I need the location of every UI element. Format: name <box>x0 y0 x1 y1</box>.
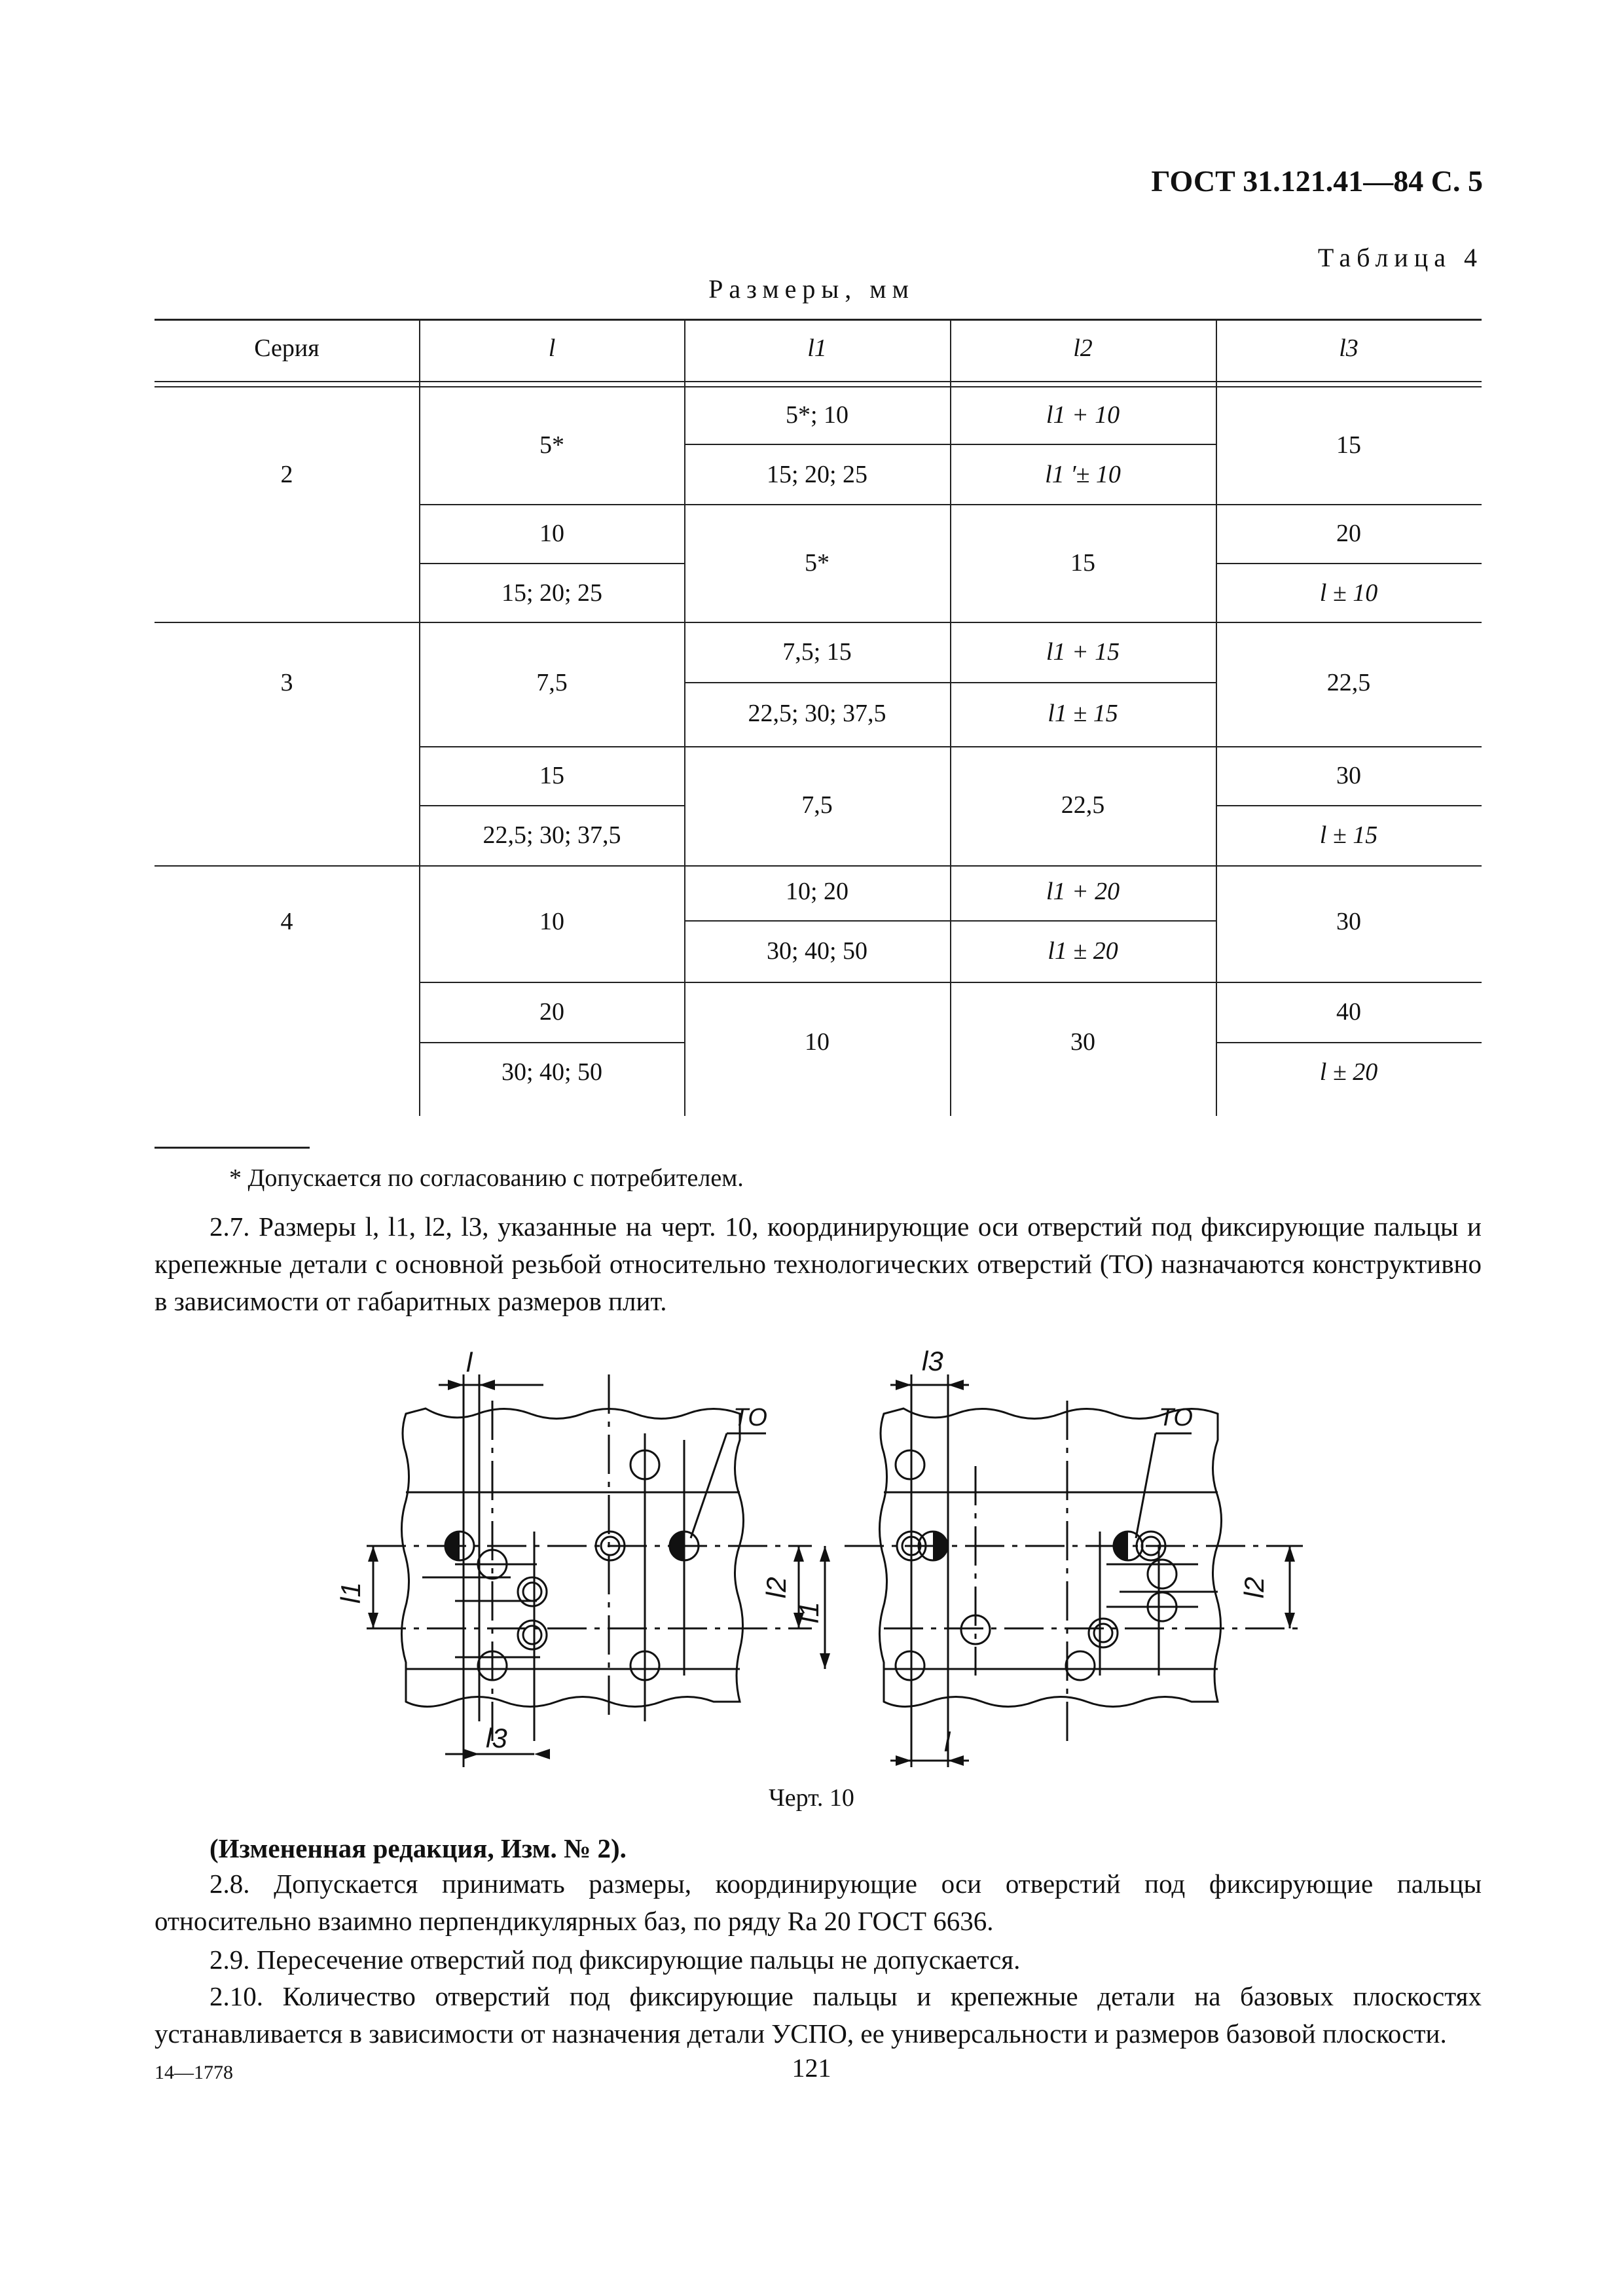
cell: 15; 20; 25 <box>501 579 603 607</box>
cell: 5* <box>539 431 564 459</box>
right-plate-outline <box>879 1408 1221 1707</box>
label-l2: l2 <box>761 1577 792 1598</box>
cell: 15 <box>539 762 564 789</box>
cell: l1 + 15 <box>1046 638 1120 666</box>
cell: 5* <box>805 549 830 577</box>
cell: 22,5 <box>1326 669 1371 696</box>
cell: 10 <box>539 908 564 935</box>
cell: 20 <box>1336 520 1361 547</box>
col-header-l3: l3 <box>1339 334 1359 362</box>
label-l: l <box>466 1347 473 1378</box>
label-l3-right: l3 <box>922 1346 943 1376</box>
col-header-l2: l2 <box>1073 334 1093 362</box>
cell: 30 <box>1070 1028 1095 1056</box>
hole <box>523 1583 541 1601</box>
label-to-right: ТО <box>1159 1404 1193 1431</box>
cell: 7,5 <box>801 791 833 819</box>
series-4: 4 <box>280 908 293 935</box>
cell: l ± 10 <box>1319 579 1378 607</box>
figure-caption: Черт. 10 <box>769 1784 854 1812</box>
cell: 22,5; 30; 37,5 <box>748 700 886 727</box>
cell: 22,5; 30; 37,5 <box>483 821 621 849</box>
label-l2-right: l2 <box>1239 1577 1269 1598</box>
cell: l1 ± 20 <box>1048 937 1118 965</box>
hole <box>1066 1651 1095 1680</box>
cell: 40 <box>1336 998 1361 1026</box>
series-2: 2 <box>280 461 293 488</box>
footer-code: 14—1778 <box>155 2062 233 2083</box>
label-l1-right: l1 <box>793 1602 824 1623</box>
paragraph-2-9: 2.9. Пересечение отверстий под фиксирующие пальцы не допускается. <box>210 1945 1021 1975</box>
dimensions-caption: Размеры, мм <box>708 274 915 304</box>
cell: 30 <box>1336 908 1361 935</box>
hole <box>1094 1624 1112 1642</box>
paragraph-2-8: 2.8. Допускается принимать размеры, координирующие оси отверстий под фиксирующие пальцы относительно взаимно перпендикулярных баз, по ряду Ra 20 ГОСТ 6636. <box>155 1869 1482 1936</box>
hole <box>896 1651 924 1680</box>
cell: l1 + 20 <box>1046 878 1120 905</box>
label-to: ТО <box>733 1404 767 1431</box>
cell: 10 <box>539 520 564 547</box>
footnote: * Допускается по согласованию с потребителем. <box>229 1164 744 1192</box>
series-3: 3 <box>280 669 293 696</box>
footnote-rule <box>155 1147 310 1149</box>
paragraph-2-10: 2.10. Количество отверстий под фиксирующие пальцы и крепежные детали на базовых плоскостях устанавливается в зависимости от назначения детали УСПО, ее универсальности и размеров базовой плоскости. <box>155 1981 1482 2049</box>
page-header: ГОСТ 31.121.41—84 С. 5 <box>1151 164 1483 198</box>
cell: 20 <box>539 998 564 1026</box>
cell: 10 <box>805 1028 830 1056</box>
cell: 15; 20; 25 <box>766 461 868 488</box>
label-l1: l1 <box>335 1582 366 1604</box>
cell: 22,5 <box>1061 791 1105 819</box>
cell: 10; 20 <box>785 878 849 905</box>
cell: 30; 40; 50 <box>501 1058 603 1086</box>
col-header-l1: l1 <box>807 334 827 362</box>
col-header-l: l <box>548 334 556 362</box>
edit-note: (Измененная редакция, Изм. № 2). <box>210 1833 627 1863</box>
table-caption: Таблица 4 <box>1317 243 1483 272</box>
hole <box>523 1626 541 1644</box>
cell: 7,5 <box>536 669 568 696</box>
cell: 30; 40; 50 <box>766 937 868 965</box>
cell: l1 + 10 <box>1046 401 1120 429</box>
cell: l1 ′± 10 <box>1045 461 1121 488</box>
cell: 15 <box>1070 549 1095 577</box>
cell: 30 <box>1336 762 1361 789</box>
cell: l1 ± 15 <box>1048 700 1118 727</box>
drawing-10 <box>314 1335 1309 1767</box>
label-l-right: l <box>944 1727 951 1757</box>
col-header-series: Серия <box>254 334 319 362</box>
cell: l ± 15 <box>1319 821 1378 849</box>
cell: 5*; 10 <box>785 401 849 429</box>
hole <box>896 1450 924 1479</box>
page-number: 121 <box>792 2053 831 2083</box>
label-l3: l3 <box>486 1723 507 1753</box>
cell: l ± 20 <box>1319 1058 1378 1086</box>
paragraph-2-7: 2.7. Размеры l, l1, l2, l3, указанные на черт. 10, координирующие оси отверстий под фиксирующие пальцы и крепежные детали с основной резьбой относительно технологических отверстий (ТО) назначаются конструктивно в зависимости от габаритных размеров плит. <box>155 1211 1482 1316</box>
cell: 7,5; 15 <box>782 638 852 666</box>
cell: 15 <box>1336 431 1361 459</box>
